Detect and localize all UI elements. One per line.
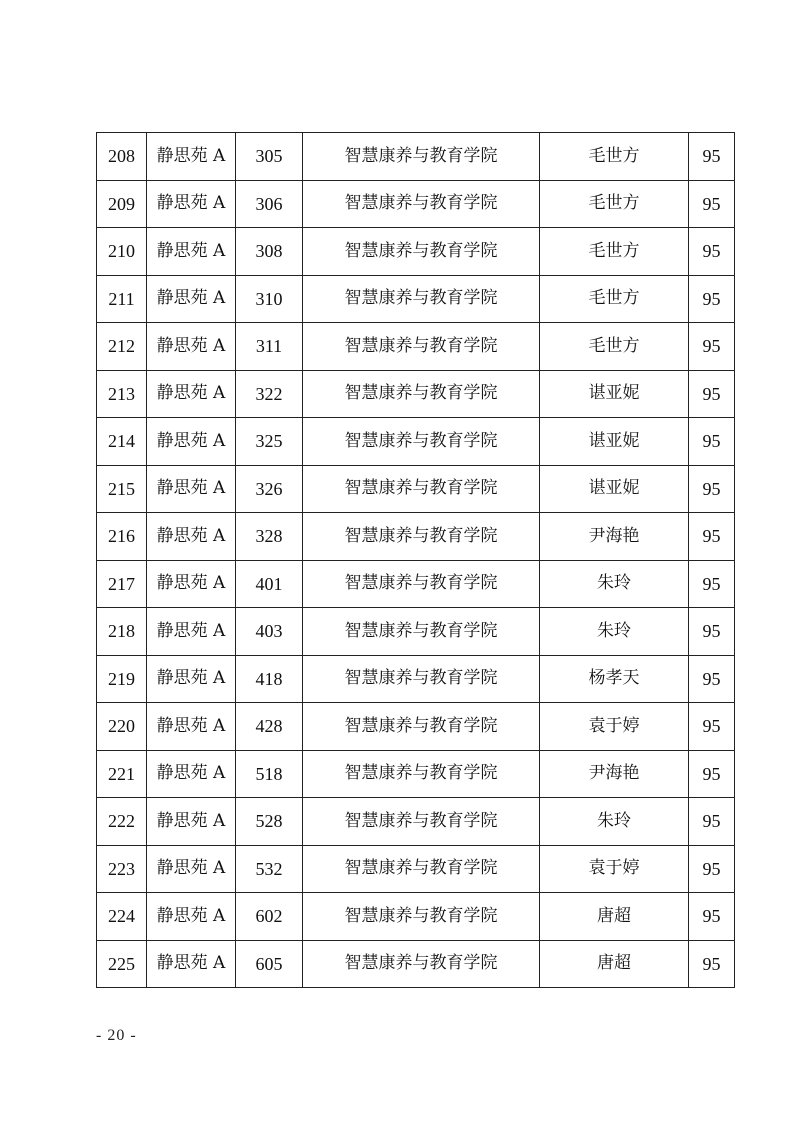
college-cell: 智慧康养与教育学院: [303, 133, 540, 181]
row-number-cell: 225: [97, 940, 147, 988]
room-cell: 306: [236, 180, 303, 228]
page-number: - 20 -: [96, 1027, 137, 1044]
row-number-cell: 208: [97, 133, 147, 181]
building-cell: 静思苑 A: [147, 655, 236, 703]
room-cell: 602: [236, 893, 303, 941]
row-number-cell: 222: [97, 798, 147, 846]
college-cell: 智慧康养与教育学院: [303, 228, 540, 276]
table-row: [97, 513, 735, 561]
room-cell: 310: [236, 275, 303, 323]
room-cell: 518: [236, 750, 303, 798]
room-cell: 428: [236, 703, 303, 751]
room-cell: 305: [236, 133, 303, 181]
row-number-cell: 212: [97, 323, 147, 371]
score-cell: 95: [689, 370, 735, 418]
college-cell: 智慧康养与教育学院: [303, 845, 540, 893]
building-cell: 静思苑 A: [147, 608, 236, 656]
table-row: [97, 703, 735, 751]
person-cell: 袁于婷: [540, 845, 689, 893]
score-cell: 95: [689, 750, 735, 798]
person-cell: 毛世方: [540, 133, 689, 181]
score-cell: 95: [689, 418, 735, 466]
building-cell: 静思苑 A: [147, 798, 236, 846]
score-cell: 95: [689, 465, 735, 513]
row-number-cell: 210: [97, 228, 147, 276]
row-number-cell: 209: [97, 180, 147, 228]
room-cell: 328: [236, 513, 303, 561]
dormitory-score-table: [96, 132, 735, 988]
score-cell: 95: [689, 513, 735, 561]
table-row: [97, 465, 735, 513]
row-number-cell: 223: [97, 845, 147, 893]
building-cell: 静思苑 A: [147, 845, 236, 893]
row-number-cell: 219: [97, 655, 147, 703]
college-cell: 智慧康养与教育学院: [303, 940, 540, 988]
college-cell: 智慧康养与教育学院: [303, 893, 540, 941]
building-cell: 静思苑 A: [147, 133, 236, 181]
row-number-cell: 215: [97, 465, 147, 513]
row-number-cell: 214: [97, 418, 147, 466]
table-row: [97, 228, 735, 276]
building-cell: 静思苑 A: [147, 228, 236, 276]
college-cell: 智慧康养与教育学院: [303, 798, 540, 846]
person-cell: 杨孝天: [540, 655, 689, 703]
table-row: [97, 133, 735, 181]
score-cell: 95: [689, 275, 735, 323]
table-body: [97, 133, 735, 988]
table-row: [97, 323, 735, 371]
college-cell: 智慧康养与教育学院: [303, 608, 540, 656]
room-cell: 401: [236, 560, 303, 608]
score-cell: 95: [689, 180, 735, 228]
row-number-cell: 217: [97, 560, 147, 608]
score-cell: 95: [689, 560, 735, 608]
college-cell: 智慧康养与教育学院: [303, 323, 540, 371]
table-row: [97, 275, 735, 323]
score-cell: 95: [689, 703, 735, 751]
table-row: [97, 608, 735, 656]
row-number-cell: 216: [97, 513, 147, 561]
row-number-cell: 221: [97, 750, 147, 798]
table-row: [97, 798, 735, 846]
row-number-cell: 211: [97, 275, 147, 323]
person-cell: 谌亚妮: [540, 418, 689, 466]
score-cell: 95: [689, 940, 735, 988]
room-cell: 326: [236, 465, 303, 513]
room-cell: 322: [236, 370, 303, 418]
table-row: [97, 750, 735, 798]
table-row: [97, 940, 735, 988]
person-cell: 毛世方: [540, 323, 689, 371]
score-cell: 95: [689, 608, 735, 656]
college-cell: 智慧康养与教育学院: [303, 513, 540, 561]
table-row: [97, 180, 735, 228]
building-cell: 静思苑 A: [147, 323, 236, 371]
room-cell: 403: [236, 608, 303, 656]
person-cell: 谌亚妮: [540, 370, 689, 418]
building-cell: 静思苑 A: [147, 703, 236, 751]
person-cell: 朱玲: [540, 608, 689, 656]
person-cell: 朱玲: [540, 798, 689, 846]
person-cell: 谌亚妮: [540, 465, 689, 513]
building-cell: 静思苑 A: [147, 465, 236, 513]
person-cell: 毛世方: [540, 275, 689, 323]
building-cell: 静思苑 A: [147, 560, 236, 608]
row-number-cell: 220: [97, 703, 147, 751]
college-cell: 智慧康养与教育学院: [303, 465, 540, 513]
college-cell: 智慧康养与教育学院: [303, 560, 540, 608]
room-cell: 311: [236, 323, 303, 371]
table-row: [97, 370, 735, 418]
room-cell: 605: [236, 940, 303, 988]
college-cell: 智慧康养与教育学院: [303, 750, 540, 798]
score-cell: 95: [689, 893, 735, 941]
score-cell: 95: [689, 798, 735, 846]
table-row: [97, 418, 735, 466]
college-cell: 智慧康养与教育学院: [303, 275, 540, 323]
person-cell: 尹海艳: [540, 750, 689, 798]
person-cell: 唐超: [540, 940, 689, 988]
row-number-cell: 213: [97, 370, 147, 418]
person-cell: 毛世方: [540, 180, 689, 228]
person-cell: 袁于婷: [540, 703, 689, 751]
person-cell: 朱玲: [540, 560, 689, 608]
person-cell: 毛世方: [540, 228, 689, 276]
person-cell: 尹海艳: [540, 513, 689, 561]
building-cell: 静思苑 A: [147, 370, 236, 418]
table-row: [97, 560, 735, 608]
room-cell: 308: [236, 228, 303, 276]
room-cell: 418: [236, 655, 303, 703]
college-cell: 智慧康养与教育学院: [303, 370, 540, 418]
building-cell: 静思苑 A: [147, 750, 236, 798]
college-cell: 智慧康养与教育学院: [303, 418, 540, 466]
score-cell: 95: [689, 323, 735, 371]
row-number-cell: 224: [97, 893, 147, 941]
score-cell: 95: [689, 845, 735, 893]
room-cell: 528: [236, 798, 303, 846]
score-cell: 95: [689, 655, 735, 703]
building-cell: 静思苑 A: [147, 180, 236, 228]
room-cell: 325: [236, 418, 303, 466]
row-number-cell: 218: [97, 608, 147, 656]
college-cell: 智慧康养与教育学院: [303, 180, 540, 228]
table-row: [97, 655, 735, 703]
building-cell: 静思苑 A: [147, 940, 236, 988]
college-cell: 智慧康养与教育学院: [303, 655, 540, 703]
building-cell: 静思苑 A: [147, 275, 236, 323]
college-cell: 智慧康养与教育学院: [303, 703, 540, 751]
score-cell: 95: [689, 228, 735, 276]
table-row: [97, 893, 735, 941]
building-cell: 静思苑 A: [147, 513, 236, 561]
score-cell: 95: [689, 133, 735, 181]
building-cell: 静思苑 A: [147, 893, 236, 941]
building-cell: 静思苑 A: [147, 418, 236, 466]
table-row: [97, 845, 735, 893]
room-cell: 532: [236, 845, 303, 893]
person-cell: 唐超: [540, 893, 689, 941]
